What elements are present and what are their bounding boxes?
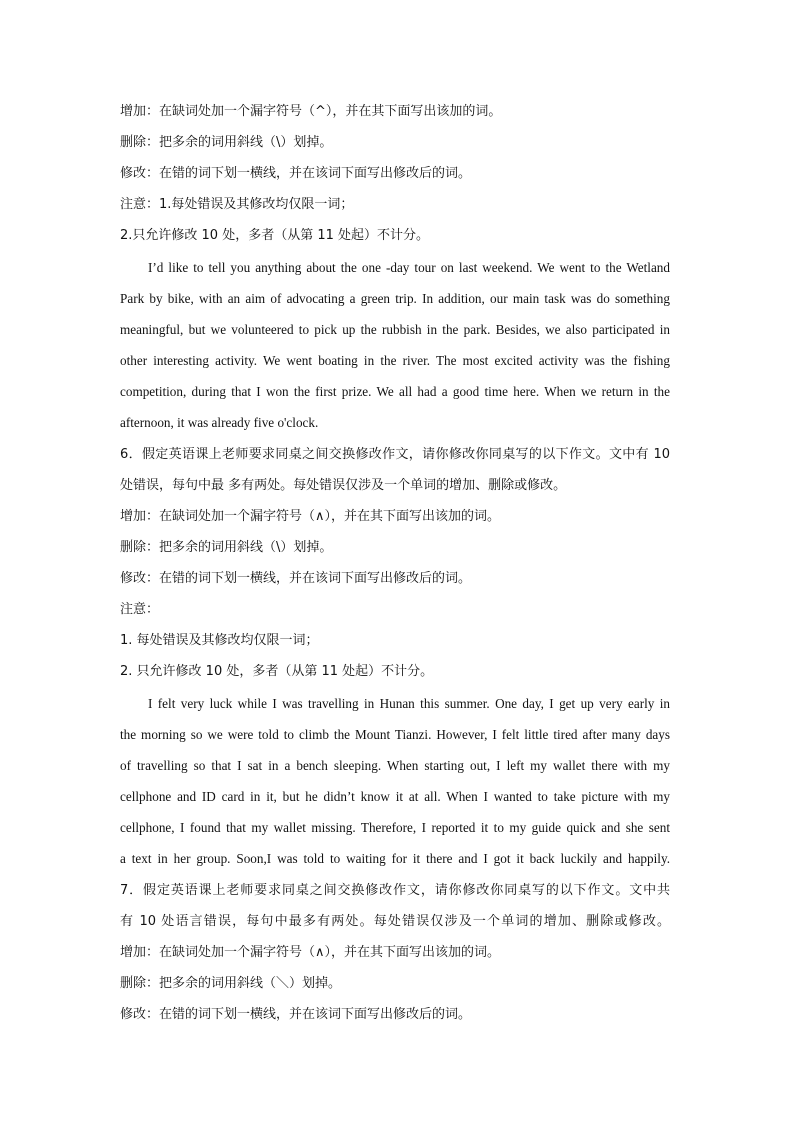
instruction-modify: 修改：在错的词下划一横线，并在该词下面写出修改后的词。 [120, 571, 472, 586]
instruction-note-2: 2. 只允许修改 10 处，多者（从第 11 处起）不计分。 [120, 664, 434, 679]
passage-line: I felt very luck while I was travelling in Hunan this summer. One day, I get up very early in [148, 696, 670, 711]
passage-line: I’d like to tell you anything about the one -day tour on last weekend. We went to the Wetland [148, 260, 670, 275]
passage-line: a text in her group. Soon,I was told to waiting for it there and I got it back luckily and happily. [120, 851, 670, 866]
instruction-add: 增加：在缺词处加一个漏字符号（∧），并在其下面写出该加的词。 [120, 945, 501, 960]
instruction-add: 增加：在缺词处加一个漏字符号（∧），并在其下面写出该加的词。 [120, 509, 501, 524]
instruction-modify: 修改：在错的词下划一横线，并在该词下面写出修改后的词。 [120, 166, 472, 181]
passage-line: cellphone, I found that my wallet missing. Therefore, I reported it to my guide quick and she sent [120, 820, 670, 835]
passage-line: Park by bike, with an aim of advocating a green trip. In addition, our main task was do something [120, 291, 670, 306]
question-6-line: 处错误，每句中最 多有两处。每处错误仅涉及一个单词的增加、删除或修改。 [120, 478, 567, 493]
passage-line: cellphone and ID card in it, but he didn’t know it at all. When I wanted to take picture with my [120, 789, 670, 804]
question-7-line: 7．假定英语课上老师要求同桌之间交换修改作文，请你修改你同桌写的以下作文。文中共 [120, 883, 670, 898]
instruction-add: 增加：在缺词处加一个漏字符号（^），并在其下面写出该加的词。 [120, 104, 502, 119]
instruction-note-1: 1. 每处错误及其修改均仅限一词； [120, 633, 319, 648]
instruction-delete: 删除：把多余的词用斜线（＼）划掉。 [120, 976, 342, 991]
instruction-note-label: 注意： [120, 602, 160, 617]
passage-line: other interesting activity. We went boating in the river. The most excited activity was the fishing [120, 353, 670, 368]
instruction-modify: 修改：在错的词下划一横线，并在该词下面写出修改后的词。 [120, 1007, 472, 1022]
instruction-note-2: 2.只允许修改 10 处，多者（从第 11 处起）不计分。 [120, 228, 430, 243]
instruction-delete: 删除：把多余的词用斜线（\）划掉。 [120, 135, 333, 150]
instruction-note-1: 注意：1.每处错误及其修改均仅限一词； [120, 197, 354, 212]
question-7-line: 有 10 处语言错误，每句中最多有两处。每处错误仅涉及一个单词的增加、删除或修改。 [120, 914, 670, 929]
passage-line: competition, during that I won the first prize. We all had a good time here. When we return in the [120, 384, 670, 399]
passage-line: of travelling so that I sat in a bench sleeping. When starting out, I left my wallet there with my [120, 758, 670, 773]
passage-line: meaningful, but we volunteered to pick up the rubbish in the park. Besides, we also participated in [120, 322, 670, 337]
question-6-line: 6．假定英语课上老师要求同桌之间交换修改作文，请你修改你同桌写的以下作文。文中有 10 [120, 447, 670, 462]
passage-line: the morning so we were told to climb the Mount Tianzi. However, I felt little tired after many days [120, 727, 670, 742]
instruction-delete: 删除：把多余的词用斜线（\）划掉。 [120, 540, 333, 555]
passage-line: afternoon, it was already five o'clock. [120, 415, 319, 430]
